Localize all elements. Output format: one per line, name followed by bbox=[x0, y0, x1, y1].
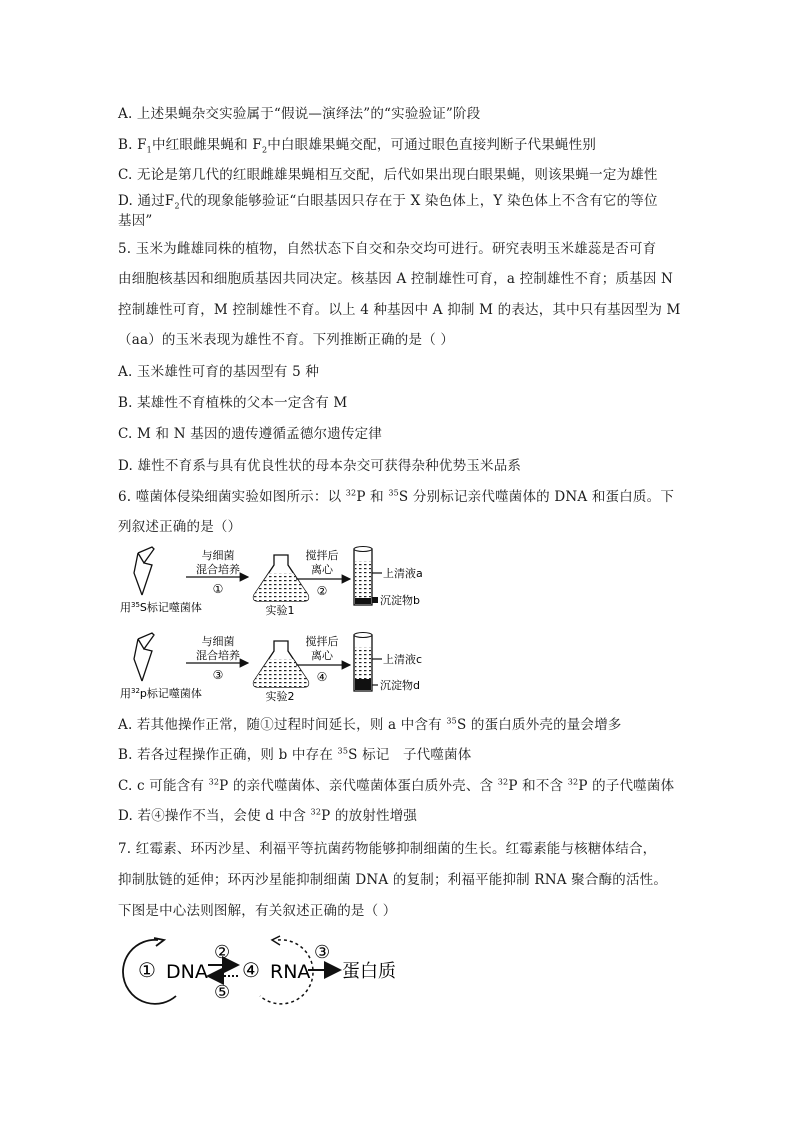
q6-stem-text: P 和 bbox=[356, 489, 389, 505]
q6-option-d-text: P 的放射性增强 bbox=[321, 808, 418, 824]
step-label: 离心 bbox=[311, 563, 333, 576]
phage-label: 用$^{35}$S标记噬菌体 bbox=[120, 601, 202, 614]
q6-stem-line bbox=[118, 488, 674, 506]
flask-liquid bbox=[254, 573, 309, 601]
q6-option-c-text: C. c 可能含有 bbox=[118, 778, 209, 794]
phage-label: 用$^{32}$p标记噬菌体 bbox=[120, 687, 202, 700]
process-number: ④ bbox=[242, 958, 260, 982]
q6-option-a bbox=[118, 716, 622, 734]
centrifuge-tube-icon bbox=[354, 633, 372, 692]
q4-option-d-text: 代的现象能够验证“白眼基因只存在于 X 染色体上，Y 染色体上不含有它的等位 bbox=[179, 193, 658, 209]
process-number: ⑤ bbox=[214, 982, 231, 1003]
q5-stem-line: 由细胞核基因和细胞质基因共同决定。核基因 A 控制雄性可育，a 控制雄性不育；质基因 N bbox=[118, 271, 674, 287]
q5-option-a: A. 玉米雄性可育的基因型有 5 种 bbox=[118, 364, 320, 380]
phage-icon bbox=[134, 547, 154, 595]
q6-option-d bbox=[118, 807, 417, 825]
sediment-label: 沉淀物d bbox=[380, 679, 420, 692]
supernatant-label: 上清液c bbox=[383, 653, 423, 666]
q6-option-b-text: B. 若各过程操作正确，则 b 中存在 bbox=[118, 747, 338, 763]
step-number: ④ bbox=[316, 670, 328, 684]
q6-option-b bbox=[118, 746, 471, 764]
q4-option-d-text: D. 通过F bbox=[118, 193, 175, 209]
q4-option-a: A. 上述果蝇杂交实验属于“假说—演绎法”的“实验验证”阶段 bbox=[118, 106, 481, 122]
subscript: 1 bbox=[146, 145, 152, 155]
q4-option-d bbox=[118, 192, 658, 210]
sediment-label: 沉淀物b bbox=[380, 594, 420, 607]
q6-stem-text: S 分别标记亲代噬菌体的 DNA 和蛋白质。下 bbox=[398, 489, 675, 505]
superscript: 35 bbox=[337, 746, 349, 756]
process-number: ③ bbox=[314, 942, 331, 963]
q6-option-a-text: A. 若其他操作正常，随①过程时间延长，则 a 中含有 bbox=[118, 717, 447, 733]
superscript: 32 bbox=[345, 488, 357, 498]
protein-label: 蛋白质 bbox=[342, 961, 396, 982]
superscript: 35 bbox=[446, 716, 457, 726]
subscript: 2 bbox=[174, 201, 180, 211]
flask-label: 实验1 bbox=[265, 604, 295, 617]
q4-option-c: C. 无论是第几代的红眼雌雄果蝇相互交配，后代如果出现白眼果蝇，则该果蝇一定为雄性 bbox=[118, 167, 658, 183]
phage-experiment-diagram bbox=[118, 543, 478, 708]
experiment-1 bbox=[120, 547, 423, 618]
superscript: 32 bbox=[208, 777, 220, 787]
step-label: 混合培养 bbox=[196, 563, 240, 576]
superscript: 32 bbox=[310, 807, 322, 817]
arrow-icon bbox=[154, 938, 164, 946]
phage-icon bbox=[134, 633, 154, 681]
phage-experiment-figure bbox=[118, 543, 478, 712]
step-label: 与细菌 bbox=[201, 635, 235, 648]
q6-stem-text: 6. 噬菌体侵染细菌实验如图所示：以 bbox=[118, 489, 346, 505]
q7-stem-line: 7. 红霉素、环丙沙星、利福平等抗菌药物能够抑制细菌的生长。红霉素能与核糖体结合， bbox=[118, 841, 657, 857]
q6-stem-line: 列叙述正确的是（） bbox=[118, 519, 242, 535]
q4-option-b-text: 中白眼雄果蝇交配，可通过眼色直接判断子代果蝇性别 bbox=[267, 137, 597, 153]
step-label: 离心 bbox=[311, 649, 333, 662]
rna-label: RNA bbox=[270, 961, 311, 983]
q6-option-c-text: P 的子代噬菌体 bbox=[578, 778, 675, 794]
step-label: 与细菌 bbox=[201, 549, 235, 562]
flask-label: 实验2 bbox=[265, 690, 295, 703]
q5-option-b: B. 某雄性不育植株的父本一定含有 M bbox=[118, 395, 348, 411]
q5-stem-line: （aa）的玉米表现为雄性不育。下列推断正确的是（ ） bbox=[118, 332, 455, 348]
q6-option-d-text: D. 若④操作不当，会使 d 中含 bbox=[118, 808, 311, 824]
q4-option-b bbox=[118, 136, 596, 154]
step-label: 混合培养 bbox=[196, 649, 240, 662]
q4-option-b-text: 中红眼雌果蝇和 F bbox=[151, 137, 262, 153]
flask-liquid bbox=[254, 659, 309, 687]
q6-option-c-text: P 的亲代噬菌体、亲代噬菌体蛋白质外壳、含 bbox=[219, 778, 498, 794]
dna-label: DNA bbox=[166, 961, 208, 983]
q7-stem-line: 抑制肽链的延伸；环丙沙星能抑制细菌 DNA 的复制；利福平能抑制 RNA 聚合酶的活性。 bbox=[118, 872, 668, 888]
process-number: ① bbox=[138, 958, 156, 982]
step-label: 搅拌后 bbox=[305, 635, 339, 648]
centrifuge-tube-icon bbox=[354, 547, 372, 606]
central-dogma-diagram bbox=[118, 932, 408, 1010]
q5-stem-line: 5. 玉米为雌雄同株的植物，自然状态下自交和杂交均可进行。研究表明玉米雄蕊是否可育 bbox=[118, 241, 657, 257]
experiment-2 bbox=[120, 633, 422, 704]
process-number: ② bbox=[214, 942, 231, 963]
q6-option-c-text: P 和不含 bbox=[508, 778, 568, 794]
q6-option-a-text: S 的蛋白质外壳的量会增多 bbox=[456, 717, 622, 733]
step-label: 搅拌后 bbox=[305, 549, 339, 562]
q5-option-d: D. 雄性不育系与具有优良性状的母本杂交可获得杂种优势玉米品系 bbox=[118, 458, 522, 474]
q4-option-b-text: B. F bbox=[118, 137, 147, 153]
subscript: 2 bbox=[261, 145, 268, 155]
superscript: 32 bbox=[497, 777, 509, 787]
step-number: ② bbox=[316, 584, 328, 598]
q5-option-c: C. M 和 N 基因的遗传遵循孟德尔遗传定律 bbox=[118, 426, 383, 442]
q6-option-b-text: S 标记 子代噬菌体 bbox=[348, 747, 472, 763]
supernatant-label: 上清液a bbox=[383, 567, 423, 580]
q4-option-d-continued: 基因” bbox=[118, 213, 153, 229]
superscript: 35 bbox=[388, 488, 399, 498]
step-number: ③ bbox=[212, 668, 224, 682]
central-dogma-figure bbox=[118, 932, 408, 1014]
q6-option-c bbox=[118, 777, 674, 795]
q7-stem-line: 下图是中心法则图解，有关叙述正确的是（ ） bbox=[118, 903, 397, 919]
superscript: 32 bbox=[567, 777, 579, 787]
step-number: ① bbox=[212, 582, 224, 596]
q5-stem-line: 控制雄性可育，M 控制雄性不育。以上 4 种基因中 A 抑制 M 的表达，其中只有基因型为 M bbox=[118, 302, 681, 318]
sediment-marker bbox=[372, 597, 378, 603]
